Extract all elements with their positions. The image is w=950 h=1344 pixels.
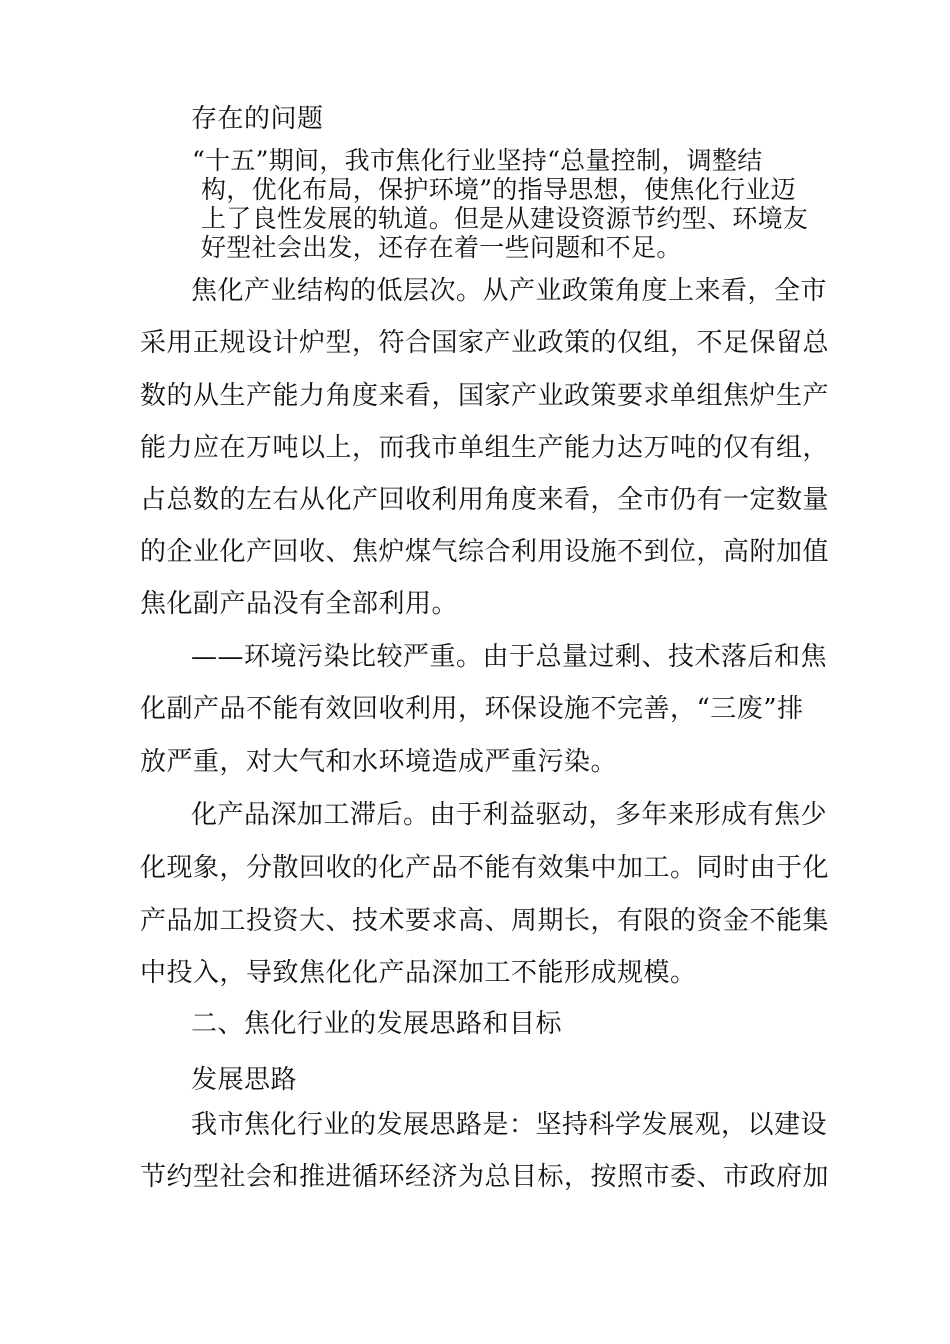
para3-line: 产品加工投资大、技术要求高、周期长，有限的资金不能集	[140, 906, 830, 936]
para1-line: 焦化副产品没有全部利用。	[140, 589, 459, 619]
para4-line: 节约型社会和推进循环经济为总目标，按照市委、市政府加	[140, 1162, 830, 1192]
heading-existing-problems: 存在的问题	[191, 104, 324, 134]
intro-line: 构，优化布局，保护环境”的指导思想，使焦化行业迈	[201, 175, 796, 204]
para1-line: 采用正规设计炉型，符合国家产业政策的仅组，不足保留总	[140, 328, 830, 358]
para2-line: ——环境污染比较严重。由于总量过剩、技术落后和焦	[191, 642, 828, 672]
para1-line: 的企业化产回收、焦炉煤气综合利用设施不到位，高附加值	[140, 537, 830, 567]
heading-section-2: 二、焦化行业的发展思路和目标	[191, 1009, 563, 1039]
para4-line: 我市焦化行业的发展思路是：坚持科学发展观，以建设	[191, 1110, 828, 1140]
para3-line: 化现象，分散回收的化产品不能有效集中加工。同时由于化	[140, 853, 830, 883]
intro-paragraph	[192, 146, 832, 262]
para3-line: 中投入，导致焦化化产品深加工不能形成规模。	[140, 958, 697, 988]
para1-line: 焦化产业结构的低层次。从产业政策角度上来看，全市	[191, 276, 828, 306]
para2-line: 放严重，对大气和水环境造成严重污染。	[140, 747, 618, 777]
para1-line: 能力应在万吨以上，而我市单组生产能力达万吨的仅有组，	[140, 433, 830, 463]
intro-line: 上了良性发展的轨道。但是从建设资源节约型、环境友	[201, 204, 809, 233]
heading-development-ideas: 发展思路	[191, 1065, 298, 1095]
para1-line: 占总数的左右从化产回收利用角度来看，全市仍有一定数量	[140, 485, 830, 515]
intro-line: “十五”期间，我市焦化行业坚持“总量控制，调整结	[192, 146, 763, 175]
para2-line: 化副产品不能有效回收利用，环保设施不完善，“三废”排	[140, 694, 804, 724]
intro-line: 好型社会出发，还存在着一些问题和不足。	[201, 233, 682, 262]
para3-line: 化产品深加工滞后。由于利益驱动，多年来形成有焦少	[191, 800, 828, 830]
para1-line: 数的从生产能力角度来看，国家产业政策要求单组焦炉生产	[140, 381, 830, 411]
